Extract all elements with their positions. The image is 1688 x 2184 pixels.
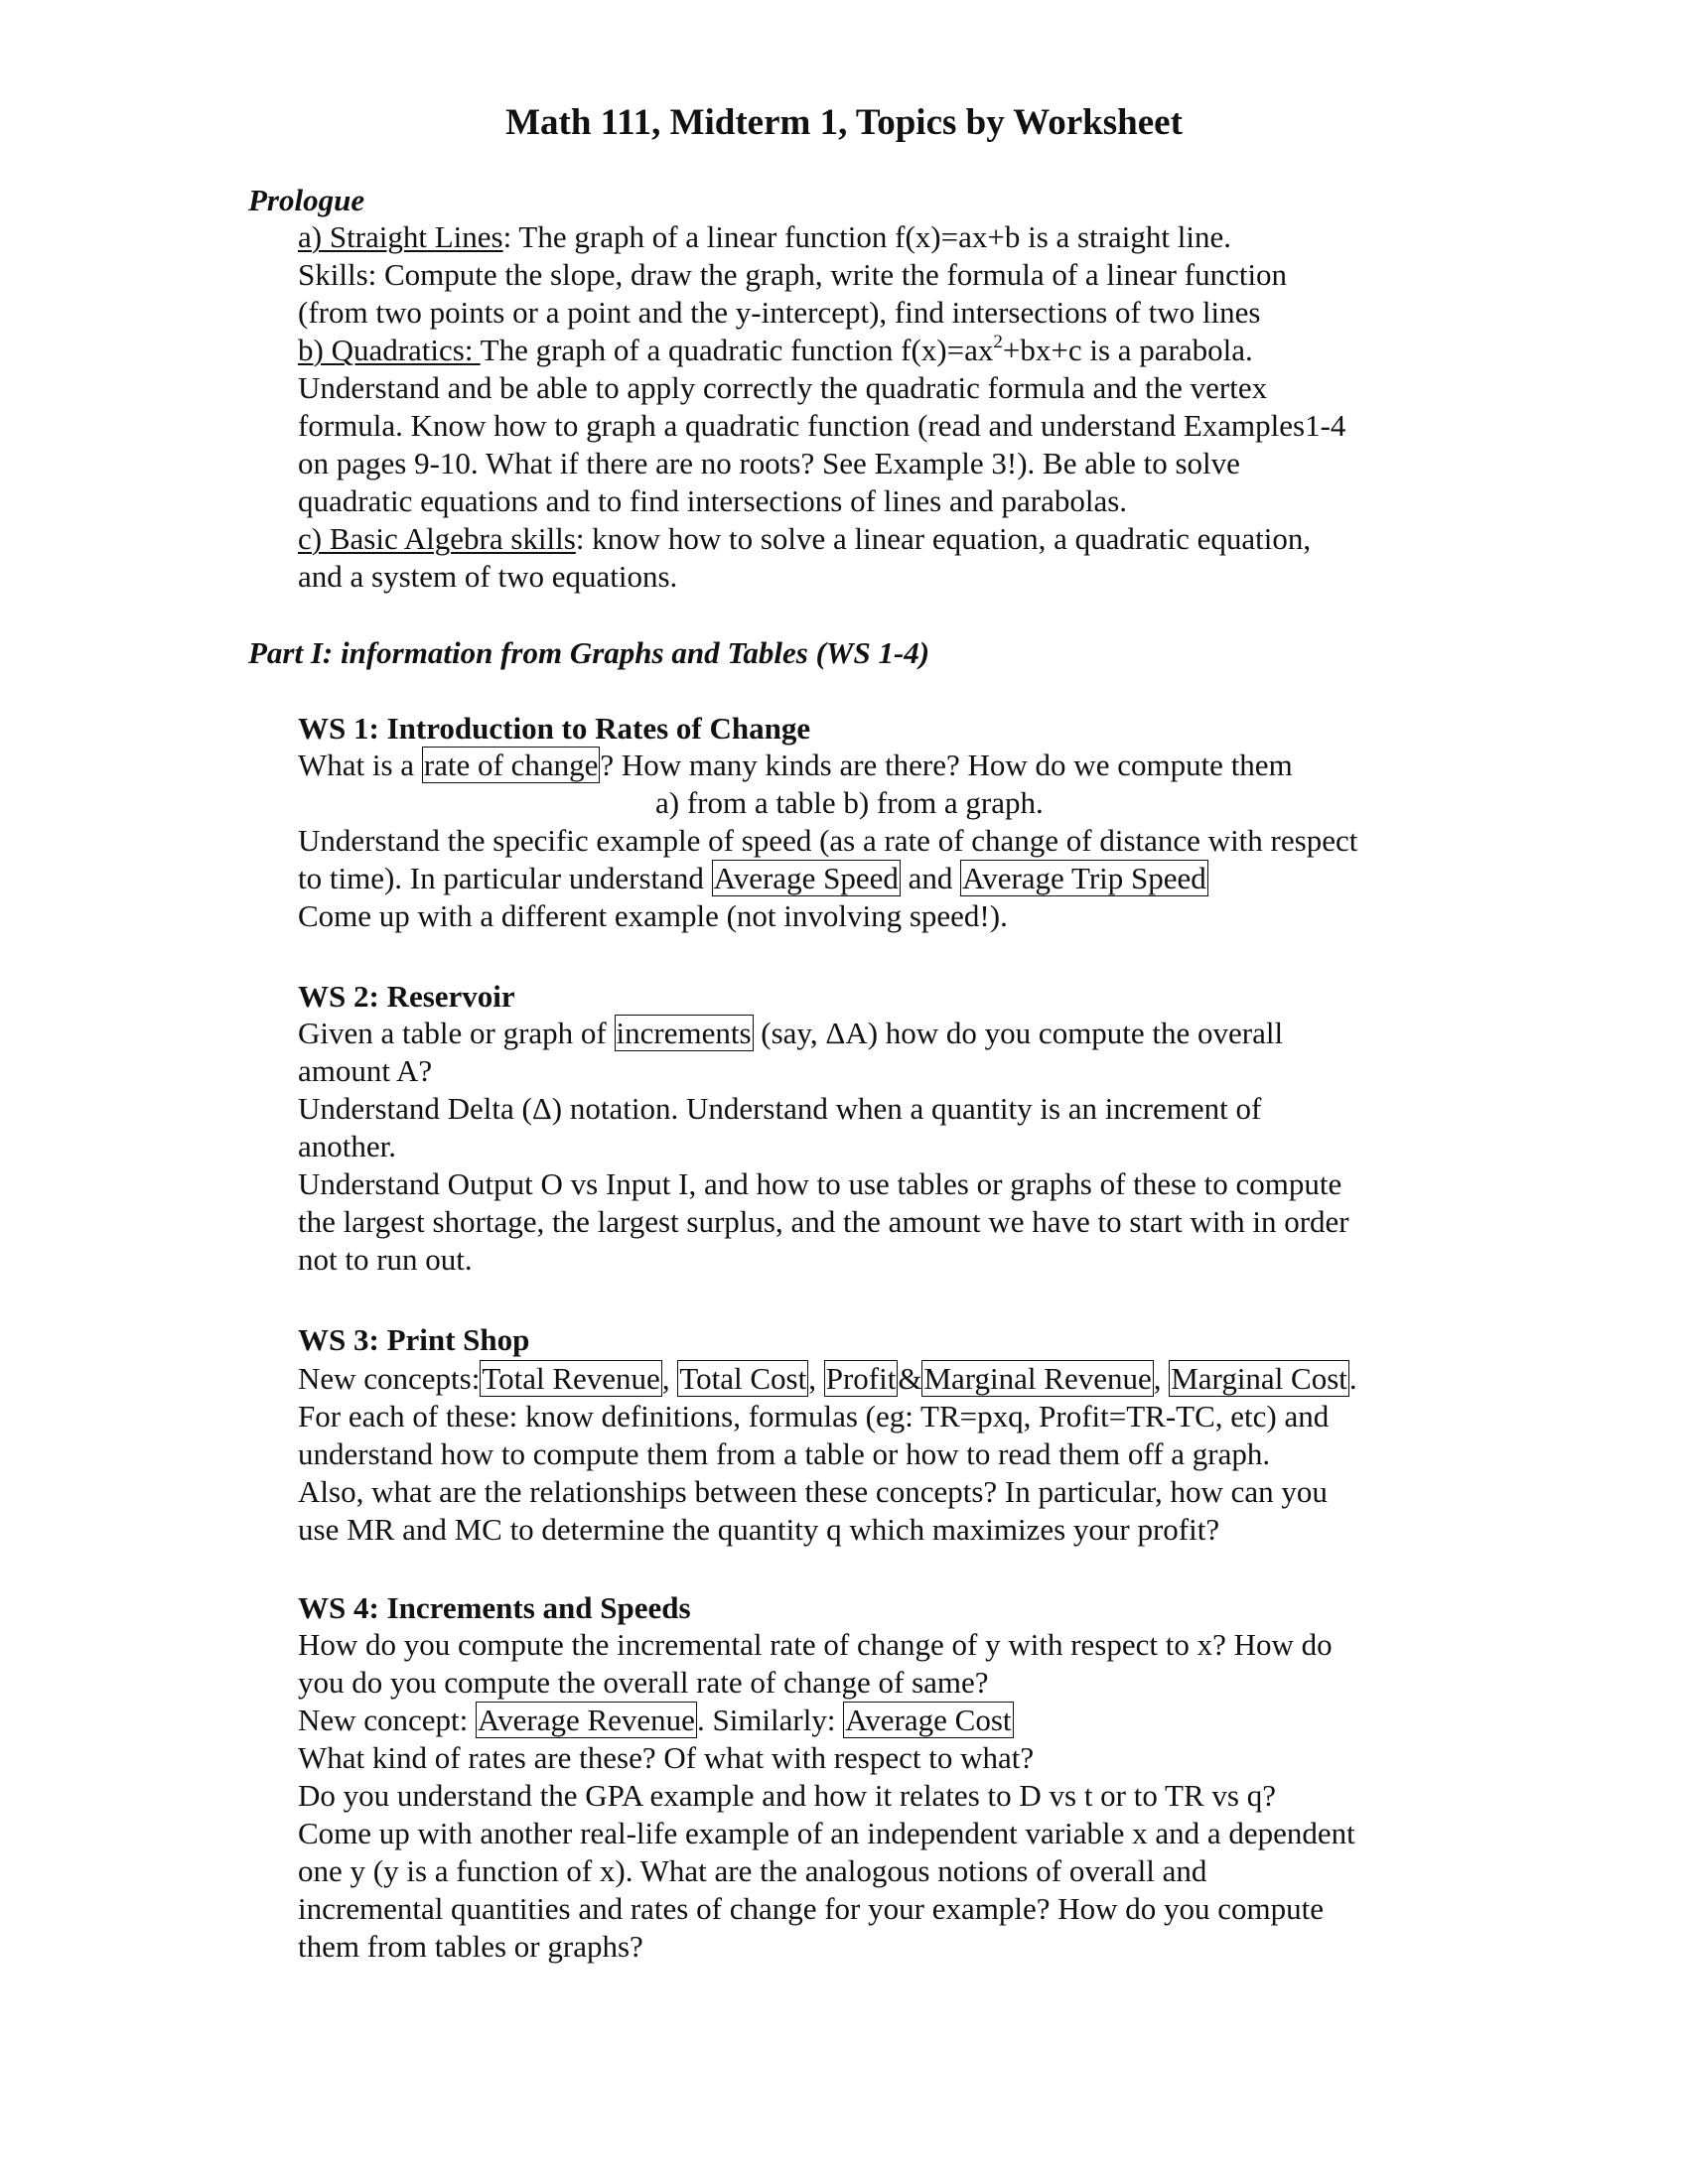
- ws2-line-2: amount A?: [298, 1053, 433, 1088]
- average-trip-speed-term: Average Trip Speed: [962, 861, 1206, 895]
- ws1-line-4: [298, 860, 1208, 898]
- ws2-line-7: not to run out.: [298, 1242, 473, 1277]
- ws1-line-1-pre: What is a: [298, 748, 422, 782]
- ws1-line-1-post: ? How many kinds are there? How do we compute them: [600, 748, 1293, 782]
- prologue-b-line: [298, 332, 1253, 370]
- ws2-line-1-pre: Given a table or graph of: [298, 1016, 615, 1050]
- ws4-line-9: them from tables or graphs?: [298, 1929, 643, 1964]
- quadratics-superscript: 2: [993, 332, 1003, 352]
- ws4-line-1: How do you compute the incremental rate of change of y with respect to x? How do: [298, 1627, 1333, 1662]
- ws1-line-3: Understand the specific example of speed (as a rate of change of distance with respect: [298, 823, 1358, 858]
- ws3-line-5: use MR and MC to determine the quantity q which maximizes your profit?: [298, 1512, 1220, 1547]
- ws1-line-5: Come up with a different example (not involving speed!).: [298, 898, 1008, 933]
- ws1-line-4-pre: to time). In particular understand: [298, 861, 712, 895]
- ws4-line-8: incremental quantities and rates of change for your example? How do you compute: [298, 1891, 1324, 1926]
- average-cost-term: Average Cost: [845, 1703, 1012, 1737]
- ws1-line-4-mid: and: [900, 861, 961, 895]
- quadratics-label: b) Quadratics:: [298, 333, 481, 367]
- ws3-separator: &: [898, 1361, 922, 1396]
- ws4-line-6: Come up with another real-life example of an independent variable x and a dependent: [298, 1816, 1355, 1850]
- ws4-heading: WS 4: Increments and Speeds: [298, 1590, 691, 1625]
- marginal-cost-term: Marginal Cost: [1171, 1361, 1347, 1396]
- ws3-separator: ,: [1153, 1361, 1170, 1396]
- prologue-a-line: [298, 218, 1231, 257]
- ws1-line-1: [298, 747, 1293, 785]
- marginal-revenue-term: Marginal Revenue: [923, 1361, 1152, 1396]
- ws4-line-3: [298, 1702, 1014, 1740]
- basic-algebra-text: : know how to solve a linear equation, a quadratic equation,: [575, 521, 1312, 556]
- ws2-line-4: another.: [298, 1129, 396, 1163]
- quadratics-text-1: The graph of a quadratic function f(x)=ax: [480, 333, 994, 367]
- prologue-skills-line-2: (from two points or a point and the y-intercept), find intersections of two lines: [298, 295, 1261, 330]
- quadratics-text-2: +bx+c is a parabola.: [1002, 333, 1253, 367]
- ws3-line-2: For each of these: know definitions, formulas (eg: TR=pxq, Profit=TR-TC, etc) and: [298, 1399, 1330, 1433]
- ws1-heading: WS 1: Introduction to Rates of Change: [298, 711, 811, 746]
- ws3-line-4: Also, what are the relationships between these concepts? In particular, how can you: [298, 1474, 1328, 1509]
- page-title: Math 111, Midterm 1, Topics by Worksheet: [505, 102, 1183, 143]
- ws3-line-3: understand how to compute them from a table or how to read them off a graph.: [298, 1436, 1271, 1471]
- ws4-line-4: What kind of rates are these? Of what with respect to what?: [298, 1740, 1035, 1775]
- prologue-c-line: [298, 520, 1311, 559]
- ws3-separator: ,: [808, 1361, 824, 1396]
- ws2-line-6: the largest shortage, the largest surplus, and the amount we have to start with in order: [298, 1204, 1349, 1239]
- ws4-line-7: one y (y is a function of x). What are the analogous notions of overall and: [298, 1853, 1207, 1888]
- prologue-b-line-2: Understand and be able to apply correctly the quadratic formula and the vertex: [298, 370, 1268, 405]
- increments-term: increments: [616, 1016, 752, 1050]
- average-revenue-term: Average Revenue: [478, 1703, 695, 1737]
- rate-of-change-term: rate of change: [423, 748, 599, 782]
- ws3-line-1: [298, 1360, 1357, 1399]
- prologue-b-line-4: on pages 9-10. What if there are no roots? See Example 3!). Be able to solve: [298, 446, 1240, 480]
- part1-heading: Part I: information from Graphs and Tables (WS 1-4): [248, 635, 930, 670]
- ws4-line-3-pre: New concept:: [298, 1703, 477, 1737]
- ws3-line-1-pre: New concepts:: [298, 1361, 481, 1396]
- prologue-b-line-3: formula. Know how to graph a quadratic function (read and understand Examples1-4: [298, 408, 1346, 443]
- basic-algebra-label: c) Basic Algebra skills: [298, 521, 576, 556]
- ws4-line-3-mid: . Similarly:: [696, 1703, 844, 1737]
- profit-term: Profit: [825, 1361, 897, 1396]
- ws2-line-3: Understand Delta (Δ) notation. Understand when a quantity is an increment of: [298, 1091, 1262, 1126]
- straight-lines-label: a) Straight Lines: [298, 219, 503, 254]
- average-speed-term: Average Speed: [713, 861, 899, 895]
- prologue-b-line-5: quadratic equations and to find intersections of lines and parabolas.: [298, 483, 1128, 518]
- ws2-heading: WS 2: Reservoir: [298, 979, 515, 1014]
- prologue-heading: Prologue: [248, 183, 365, 217]
- total-revenue-term: Total Revenue: [482, 1361, 660, 1396]
- ws2-line-1-post: (say, ΔA) how do you compute the overall: [753, 1016, 1284, 1050]
- ws3-heading: WS 3: Print Shop: [298, 1322, 530, 1357]
- straight-lines-text: : The graph of a linear function f(x)=ax+b is a straight line.: [502, 219, 1232, 254]
- ws1-line-2: a) from a table b) from a graph.: [655, 785, 1044, 820]
- ws2-line-5: Understand Output O vs Input I, and how to use tables or graphs of these to compute: [298, 1166, 1342, 1201]
- prologue-skills-line-1: Skills: Compute the slope, draw the graph, write the formula of a linear function: [298, 257, 1288, 292]
- ws2-line-1: [298, 1015, 1283, 1053]
- total-cost-term: Total Cost: [679, 1361, 807, 1396]
- ws4-line-2: you do you compute the overall rate of change of same?: [298, 1665, 989, 1700]
- ws3-line-1-end: .: [1348, 1361, 1357, 1396]
- ws3-separator: ,: [661, 1361, 678, 1396]
- ws4-line-5: Do you understand the GPA example and how it relates to D vs t or to TR vs q?: [298, 1778, 1276, 1813]
- prologue-c-line-2: and a system of two equations.: [298, 559, 678, 594]
